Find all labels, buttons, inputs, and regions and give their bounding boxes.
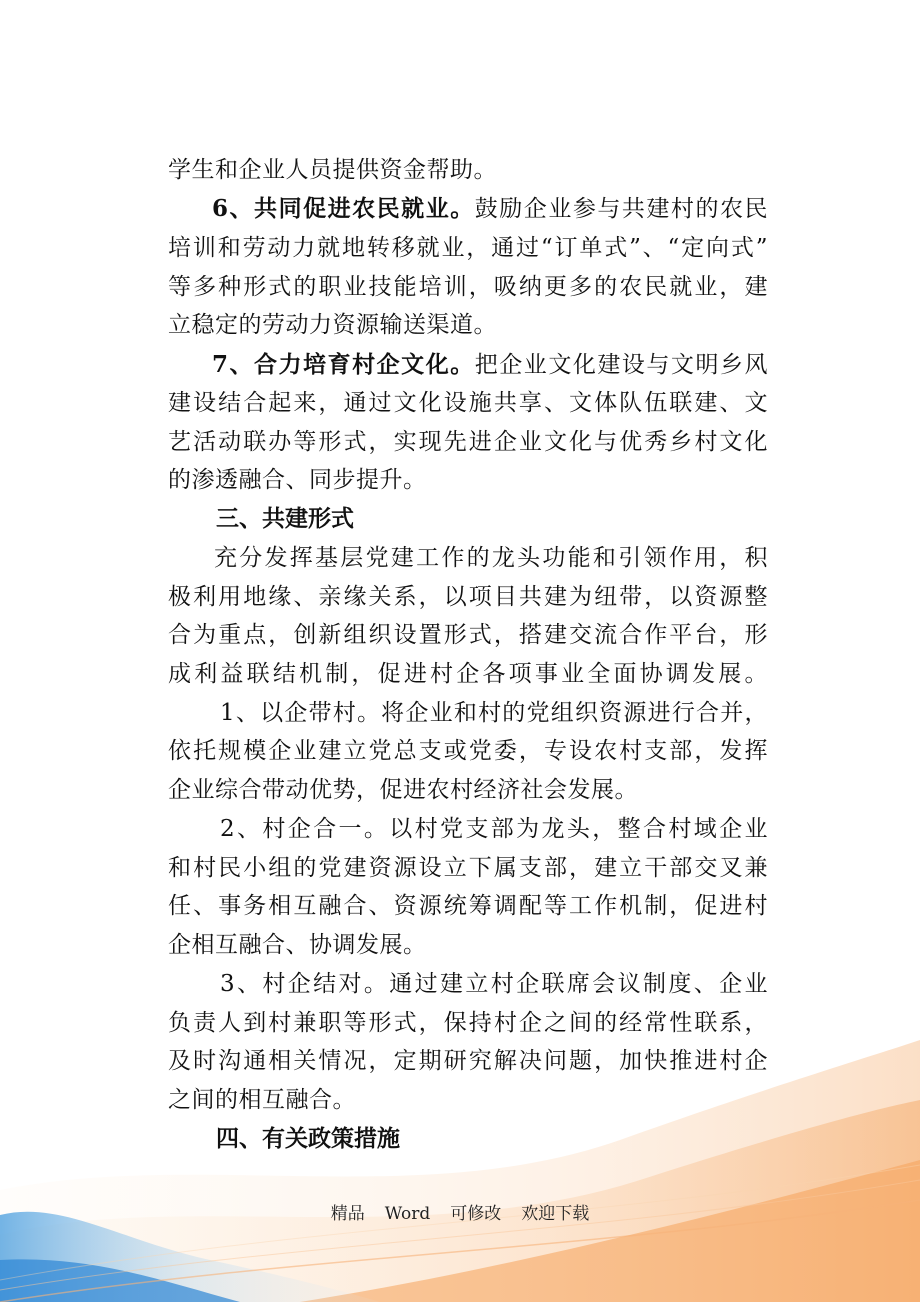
paragraph-line: 之间的相互融合。: [168, 1087, 356, 1113]
paragraph-line: 依托规模企业建立党总支或党委，专设农村支部，发挥: [168, 738, 768, 764]
paragraph-line: 艺活动联办等形式，实现先进企业文化与优秀乡村文化: [168, 429, 768, 455]
paragraph-line: 合为重点，创新组织设置形式，搭建交流合作平台，形: [168, 622, 768, 648]
paragraph-line: 2、村企合一。以村党支部为龙头，整合村域企业: [220, 816, 768, 842]
paragraph-line: 的渗透融合、同步提升。: [168, 467, 427, 493]
paragraph-line: 建设结合起来，通过文化设施共享、文体队伍联建、文: [168, 390, 768, 416]
footer-text: 可修改: [450, 1204, 502, 1224]
paragraph-line: 和村民小组的党建资源设立下属支部，建立干部交叉兼: [168, 855, 768, 881]
paragraph-line: 立稳定的劳动力资源输送渠道。: [168, 312, 497, 338]
item-heading: 6、共同促进农民就业。: [212, 195, 475, 222]
paragraph-line: 等多种形式的职业技能培训，吸纳更多的农民就业，建: [168, 274, 768, 300]
footer-text: 精品: [330, 1204, 365, 1224]
section-heading: 四、有关政策措施: [216, 1125, 400, 1152]
paragraph-line: 企相互融合、协调发展。: [168, 932, 427, 958]
paragraph-line: 及时沟通相关情况，定期研究解决问题，加快推进村企: [168, 1048, 768, 1074]
paragraph-line: 任、事务相互融合、资源统筹调配等工作机制，促进村: [168, 893, 768, 919]
footer-text: 欢迎下载: [521, 1204, 590, 1224]
paragraph-line: 企业综合带动优势，促进农村经济社会发展。: [168, 777, 638, 803]
paragraph-line: 6、共同促进农民就业。鼓励企业参与共建村的农民: [212, 195, 768, 222]
paragraph-line: 学生和企业人员提供资金帮助。: [168, 157, 497, 183]
page-footer: [0, 1202, 920, 1226]
paragraph-line: 7、合力培育村企文化。把企业文化建设与文明乡风: [212, 351, 768, 378]
paragraph-line: 负责人到村兼职等形式，保持村企之间的经常性联系，: [168, 1010, 768, 1036]
section-heading: 三、共建形式: [216, 505, 354, 532]
paragraph-line: 培训和劳动力就地转移就业，通过“订单式”、“定向式”: [168, 235, 768, 261]
item-heading: 7、合力培育村企文化。: [212, 351, 475, 378]
paragraph-line: 成利益联结机制，促进村企各项事业全面协调发展。: [168, 661, 768, 687]
footer-text: Word: [384, 1204, 431, 1224]
paragraph-line: 1、以企带村。将企业和村的党组织资源进行合并，: [220, 700, 768, 726]
paragraph-line: 3、村企结对。通过建立村企联席会议制度、企业: [220, 971, 768, 997]
paragraph-line: 充分发挥基层党建工作的龙头功能和引领作用，积: [214, 545, 768, 571]
paragraph-line: 极利用地缘、亲缘关系，以项目共建为纽带，以资源整: [168, 584, 768, 610]
